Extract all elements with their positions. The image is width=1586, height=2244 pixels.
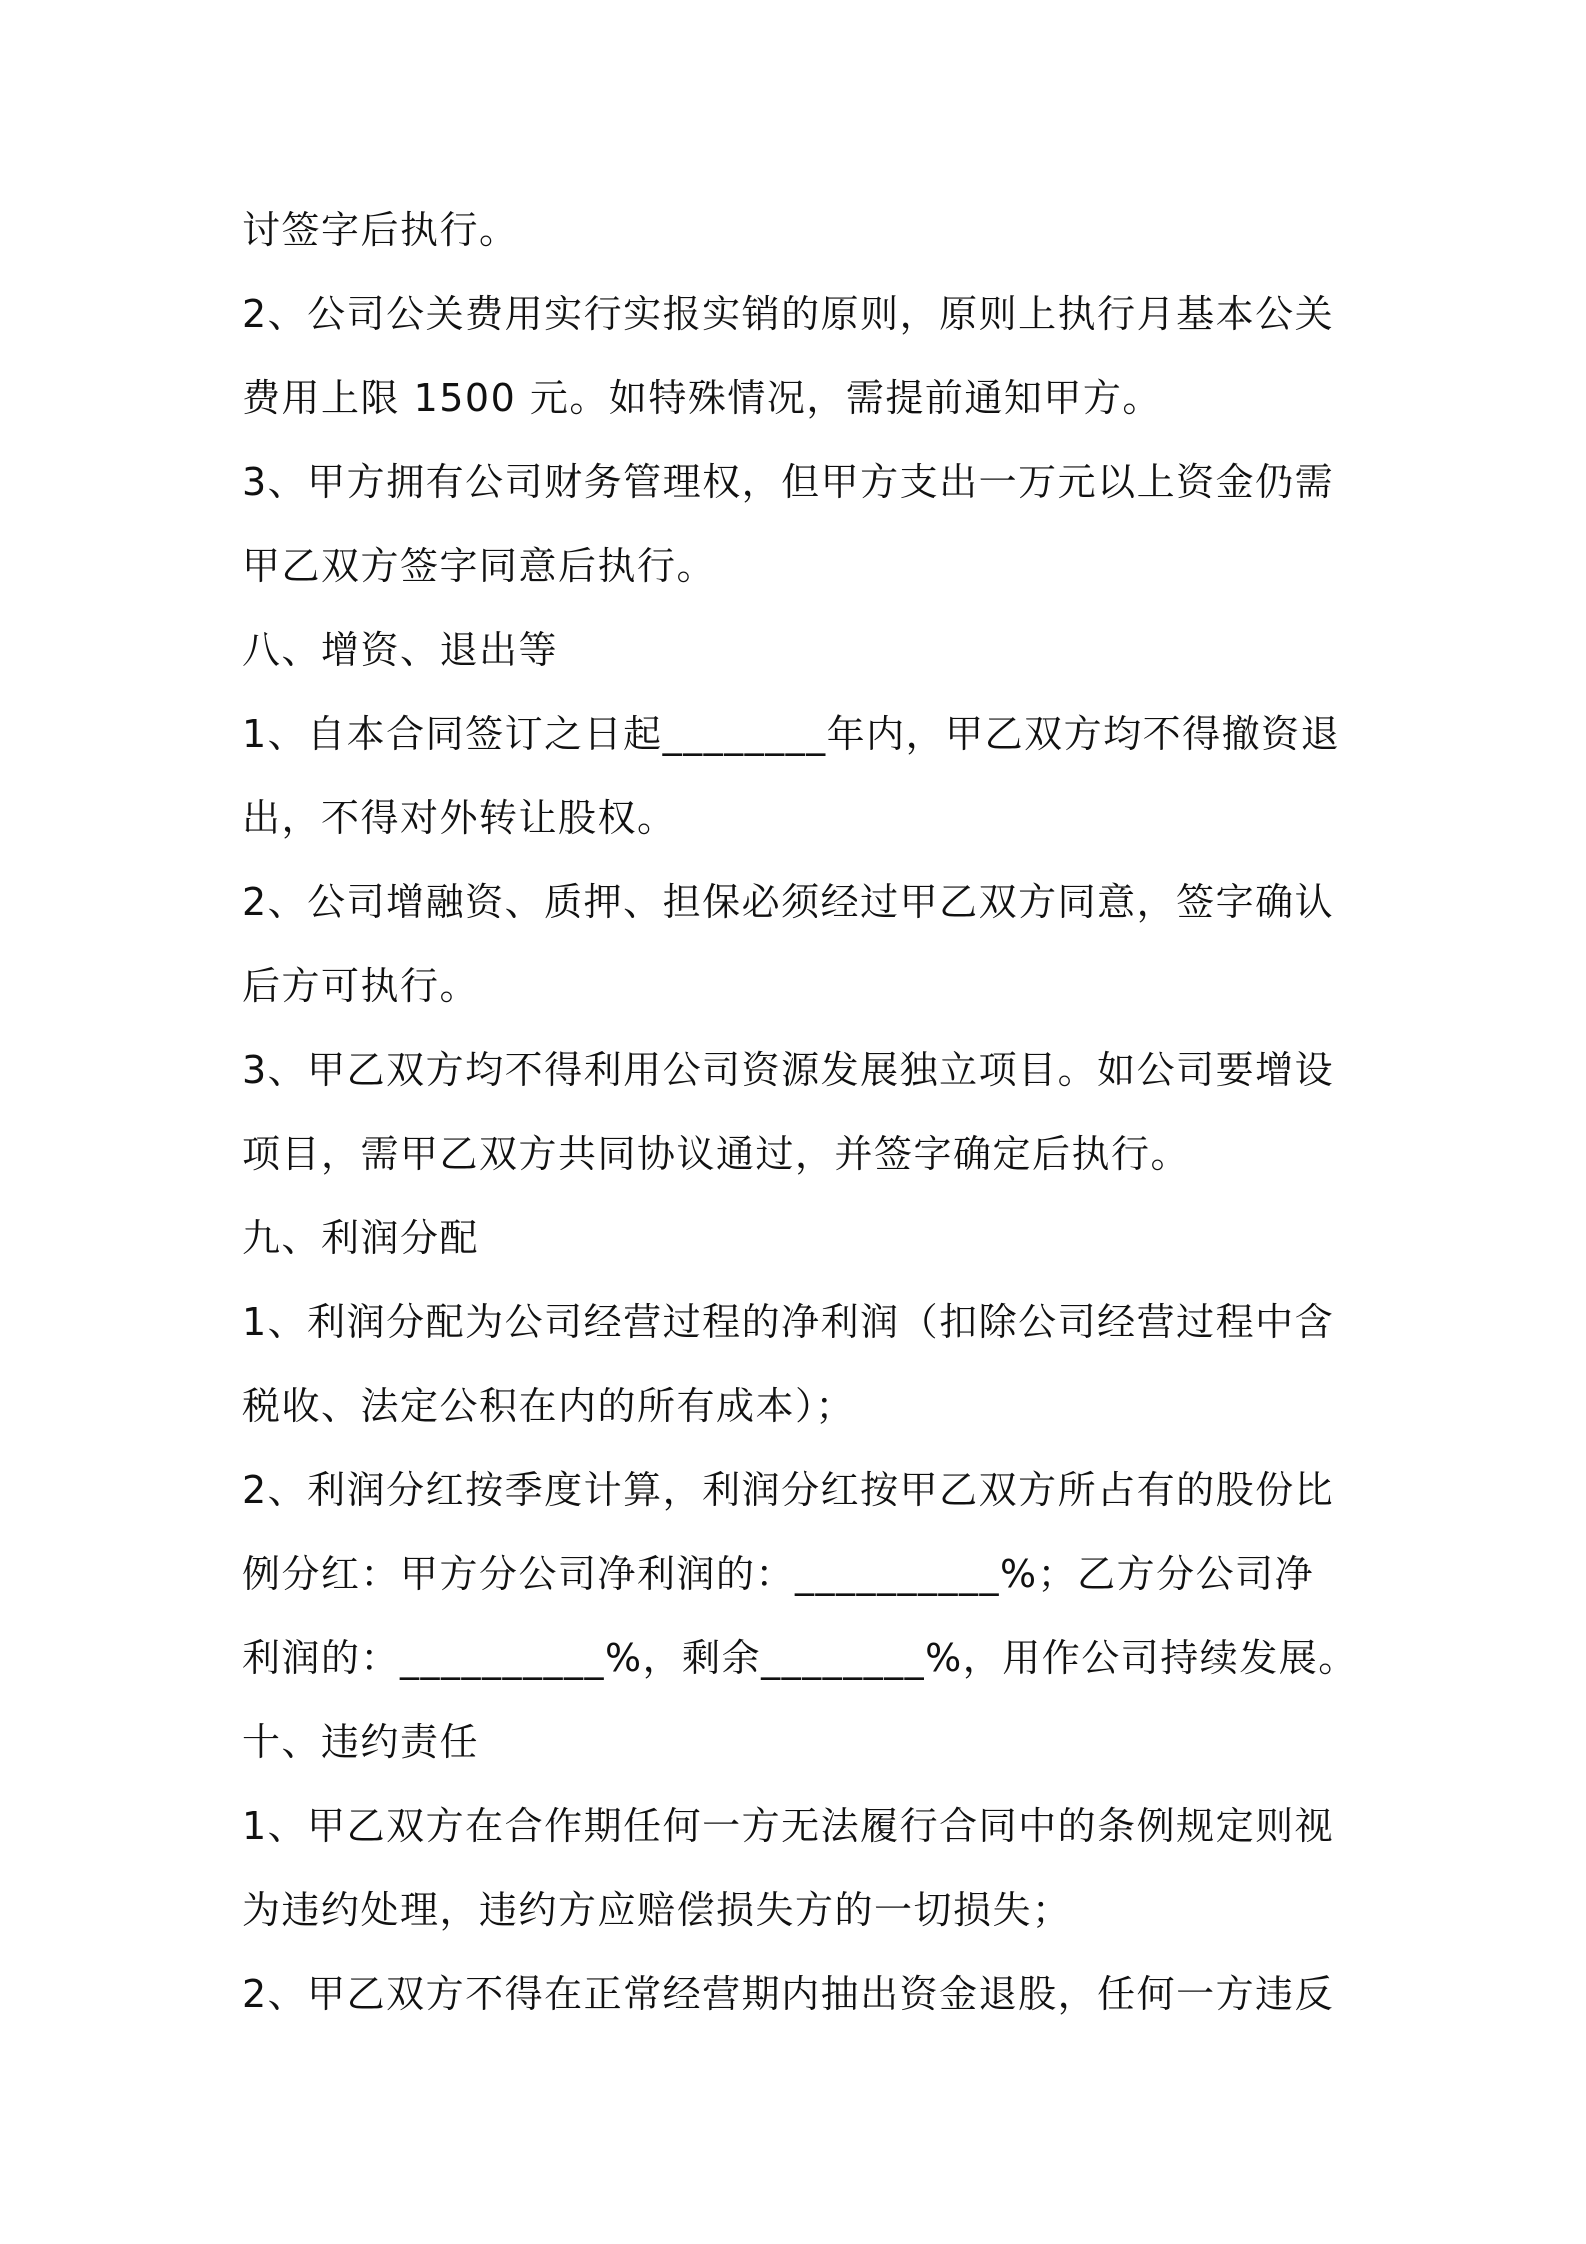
text-line: 例分红：甲方分公司净利润的：__________%；乙方分公司净 [242,1552,1315,1596]
text-line: 为违约处理，违约方应赔偿损失方的一切损失； [242,1888,1072,1932]
text-line: 2、甲乙双方不得在正常经营期内抽出资金退股，任何一方违反 [242,1972,1335,2016]
section-heading: 十、违约责任 [242,1720,480,1764]
text-line: 出，不得对外转让股权。 [242,796,677,840]
section-heading: 八、增资、退出等 [242,628,559,672]
text-line: 1、自本合同签订之日起________年内，甲乙双方均不得撤资退 [242,712,1341,756]
text-line: 3、甲方拥有公司财务管理权，但甲方支出一万元以上资金仍需 [242,460,1335,504]
text-line: 费用上限 1500 元。如特殊情况，需提前通知甲方。 [242,376,1162,420]
text-line: 后方可执行。 [242,964,480,1008]
text-line: 2、利润分红按季度计算，利润分红按甲乙双方所占有的股份比 [242,1468,1335,1512]
text-line: 1、甲乙双方在合作期任何一方无法履行合同中的条例规定则视 [242,1804,1335,1848]
text-line: 2、公司公关费用实行实报实销的原则，原则上执行月基本公关 [242,292,1335,336]
text-line: 1、利润分配为公司经营过程的净利润（扣除公司经营过程中含 [242,1300,1335,1344]
text-line: 利润的：__________%，剩余________%，用作公司持续发展。 [242,1636,1358,1680]
section-heading: 九、利润分配 [242,1216,480,1260]
text-line: 讨签字后执行。 [242,208,519,252]
text-line: 2、公司增融资、质押、担保必须经过甲乙双方同意，签字确认 [242,880,1335,924]
text-line: 3、甲乙双方均不得利用公司资源发展独立项目。如公司要增设 [242,1048,1335,1092]
text-line: 税收、法定公积在内的所有成本）； [242,1384,856,1428]
text-line: 甲乙双方签字同意后执行。 [242,544,717,588]
text-line: 项目，需甲乙双方共同协议通过，并签字确定后执行。 [242,1132,1191,1176]
